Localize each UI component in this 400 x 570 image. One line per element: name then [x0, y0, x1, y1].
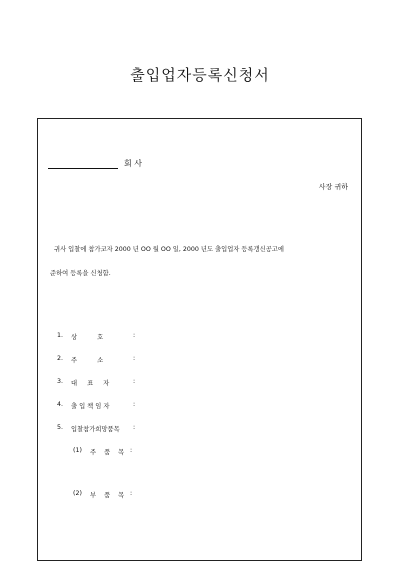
item-label: 입찰참가희망품목: [71, 426, 120, 433]
application-statement: [50, 244, 355, 280]
addressee: 사장 귀하: [318, 183, 348, 191]
company-name-blank: [48, 158, 118, 169]
item-colon: :: [133, 355, 136, 362]
company-name-line: [48, 158, 142, 169]
sub-item-secondary-products: [73, 490, 132, 499]
item-number: 5.: [57, 424, 64, 431]
company-suffix: 회 사: [124, 159, 142, 168]
item-label: 대 표 자: [71, 380, 110, 387]
sub-item-label: 주 품 목: [90, 449, 125, 456]
item-number: 1.: [57, 332, 64, 339]
sub-item-main-products: [73, 447, 132, 456]
sub-item-colon: :: [130, 490, 133, 497]
item-trade-name: [57, 332, 135, 341]
item-access-manager: [57, 401, 135, 410]
sub-item-number: (1): [73, 447, 82, 454]
item-representative: [57, 378, 135, 387]
item-bid-products: [57, 424, 135, 433]
item-colon: :: [133, 332, 136, 339]
sub-item-colon: :: [130, 447, 133, 454]
item-label: 출 입 책 임 자: [71, 403, 110, 410]
item-label: 주 소: [71, 357, 104, 364]
item-number: 2.: [57, 355, 64, 362]
item-number: 4.: [57, 401, 64, 408]
statement-line-2: 준하여 등록을 신청함.: [50, 270, 111, 277]
item-colon: :: [133, 378, 136, 385]
statement-line-1: 귀사 입찰에 참가코자 2000 년 OO 월 OO 일, 2000 년도 출입업자 등록갱신공고에: [54, 246, 284, 253]
item-number: 3.: [57, 378, 64, 385]
sub-item-label: 부 품 목: [90, 492, 125, 499]
item-colon: :: [133, 401, 136, 408]
item-address: [57, 355, 135, 364]
document-title: 출입업자등록신청서: [130, 66, 270, 84]
item-colon: :: [133, 424, 136, 431]
item-label: 상 호: [71, 334, 104, 341]
sub-item-number: (2): [73, 490, 82, 497]
